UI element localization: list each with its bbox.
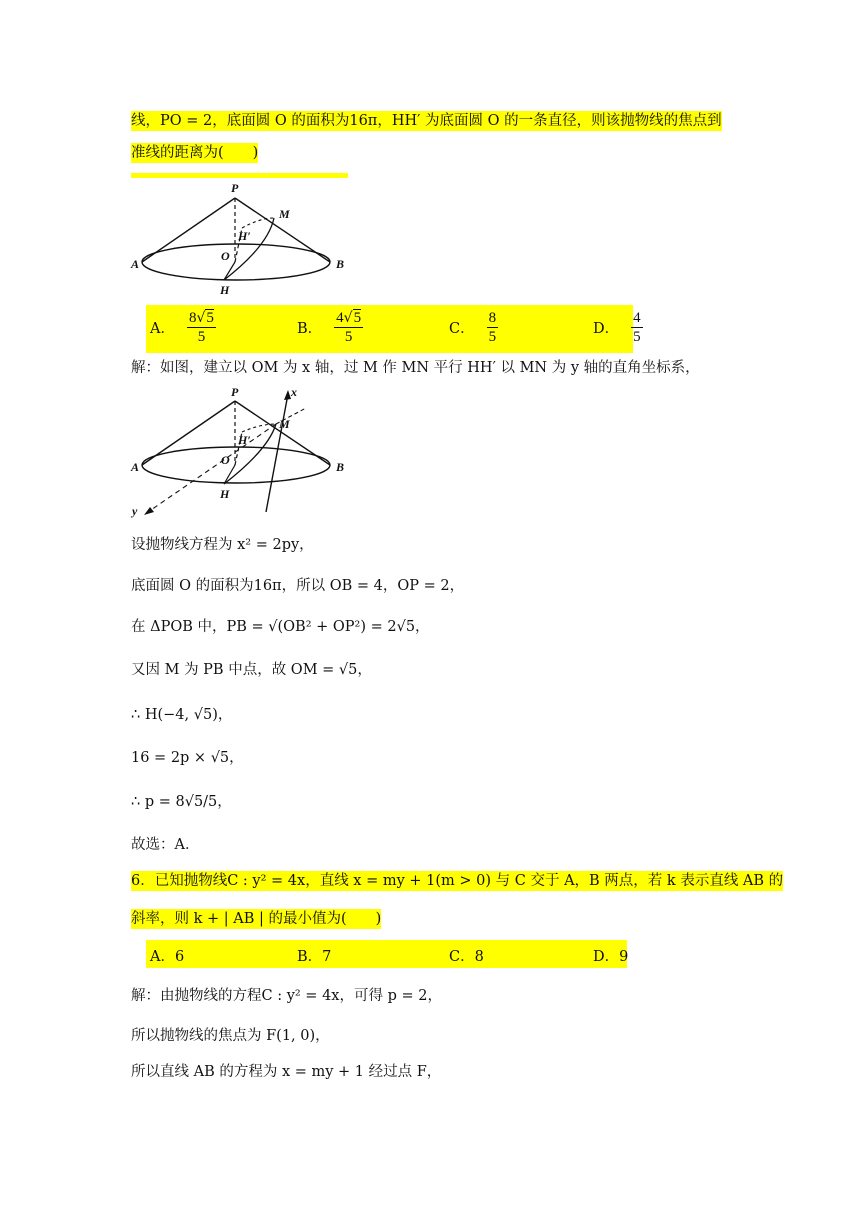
option-a: A．6 [150, 949, 185, 965]
label-M: M [279, 417, 290, 431]
label-H-prime: H′ [238, 229, 251, 243]
q5-solution-line: 解：如图，建立以 OM 为 x 轴，过 M 作 MN 平行 HH′ 以 MN 为 y 轴的直角坐标系， [131, 360, 700, 376]
label-H: H [220, 283, 230, 297]
label-P: P [231, 385, 239, 399]
label-B: B [336, 460, 345, 474]
q5-solution-line: ∴ p = 8√5/5， [131, 794, 232, 810]
label-H: H [220, 487, 230, 501]
q6-solution-line: 所以直线 AB 的方程为 x = my + 1 经过点 F， [131, 1064, 442, 1080]
label-A: A [131, 257, 140, 271]
label-O: O [221, 453, 230, 467]
option-c: C． $\frac{8}{5}$ [449, 310, 497, 345]
cone-figure-1 [128, 178, 353, 298]
option-d: D． $\frac{4}{5}$ [593, 310, 641, 345]
q6-options-highlight [146, 940, 627, 968]
q5-solution-line: 在 ΔPOB 中，PB = √(OB² + OP²) = 2√5， [131, 619, 430, 635]
q5-solution-line: ∴ H(−4, √5)， [131, 707, 233, 723]
q5-stem-line2: 准线的距离为( ) [131, 145, 259, 161]
label-H-prime: H′ [238, 433, 251, 447]
label-A: A [131, 460, 140, 474]
q6-stem-line1: 6．已知抛物线C : y² = 4x，直线 x = my + 1(m > 0) 与 C 交于 A，B 两点，若 k 表示直线 AB 的 [131, 873, 784, 889]
label-M: M [279, 207, 290, 221]
q5-solution-line: 底面圆 O 的面积为16π，所以 OB = 4，OP = 2， [131, 578, 465, 594]
option-d: D．9 [593, 949, 629, 965]
q5-stem-line1: 线，PO = 2，底面圆 O 的面积为16π，HH′ 为底面圆 O 的一条直径，则该抛物线的焦点到 [131, 113, 722, 129]
option-c: C．8 [449, 949, 484, 965]
options-highlight [146, 305, 633, 353]
q5-solution-line: 16 = 2p × √5， [131, 750, 244, 766]
cone-figure-2 [128, 380, 353, 520]
label-P: P [231, 181, 239, 195]
label-x: x [291, 385, 297, 399]
q5-solution-line: 又因 M 为 PB 中点，故 OM = √5， [131, 662, 372, 678]
option-b: B．7 [297, 949, 332, 965]
q6-solution-line: 所以抛物线的焦点为 F(1, 0)， [131, 1028, 330, 1044]
q6-solution-line: 解：由抛物线的方程C : y² = 4x，可得 p = 2， [131, 988, 442, 1004]
label-O: O [221, 249, 230, 263]
q5-solution-line: 设抛物线方程为 x² = 2py， [131, 537, 314, 553]
label-B: B [336, 257, 345, 271]
label-y: y [132, 504, 138, 518]
option-a: A． $\frac{8√5}{5}$ [150, 310, 214, 345]
q5-answer: 故选：A． [131, 837, 200, 853]
q6-stem-line2: 斜率，则 k + | AB | 的最小值为( ) [131, 911, 382, 927]
option-b: B． $\frac{4√5}{5}$ [297, 310, 362, 345]
